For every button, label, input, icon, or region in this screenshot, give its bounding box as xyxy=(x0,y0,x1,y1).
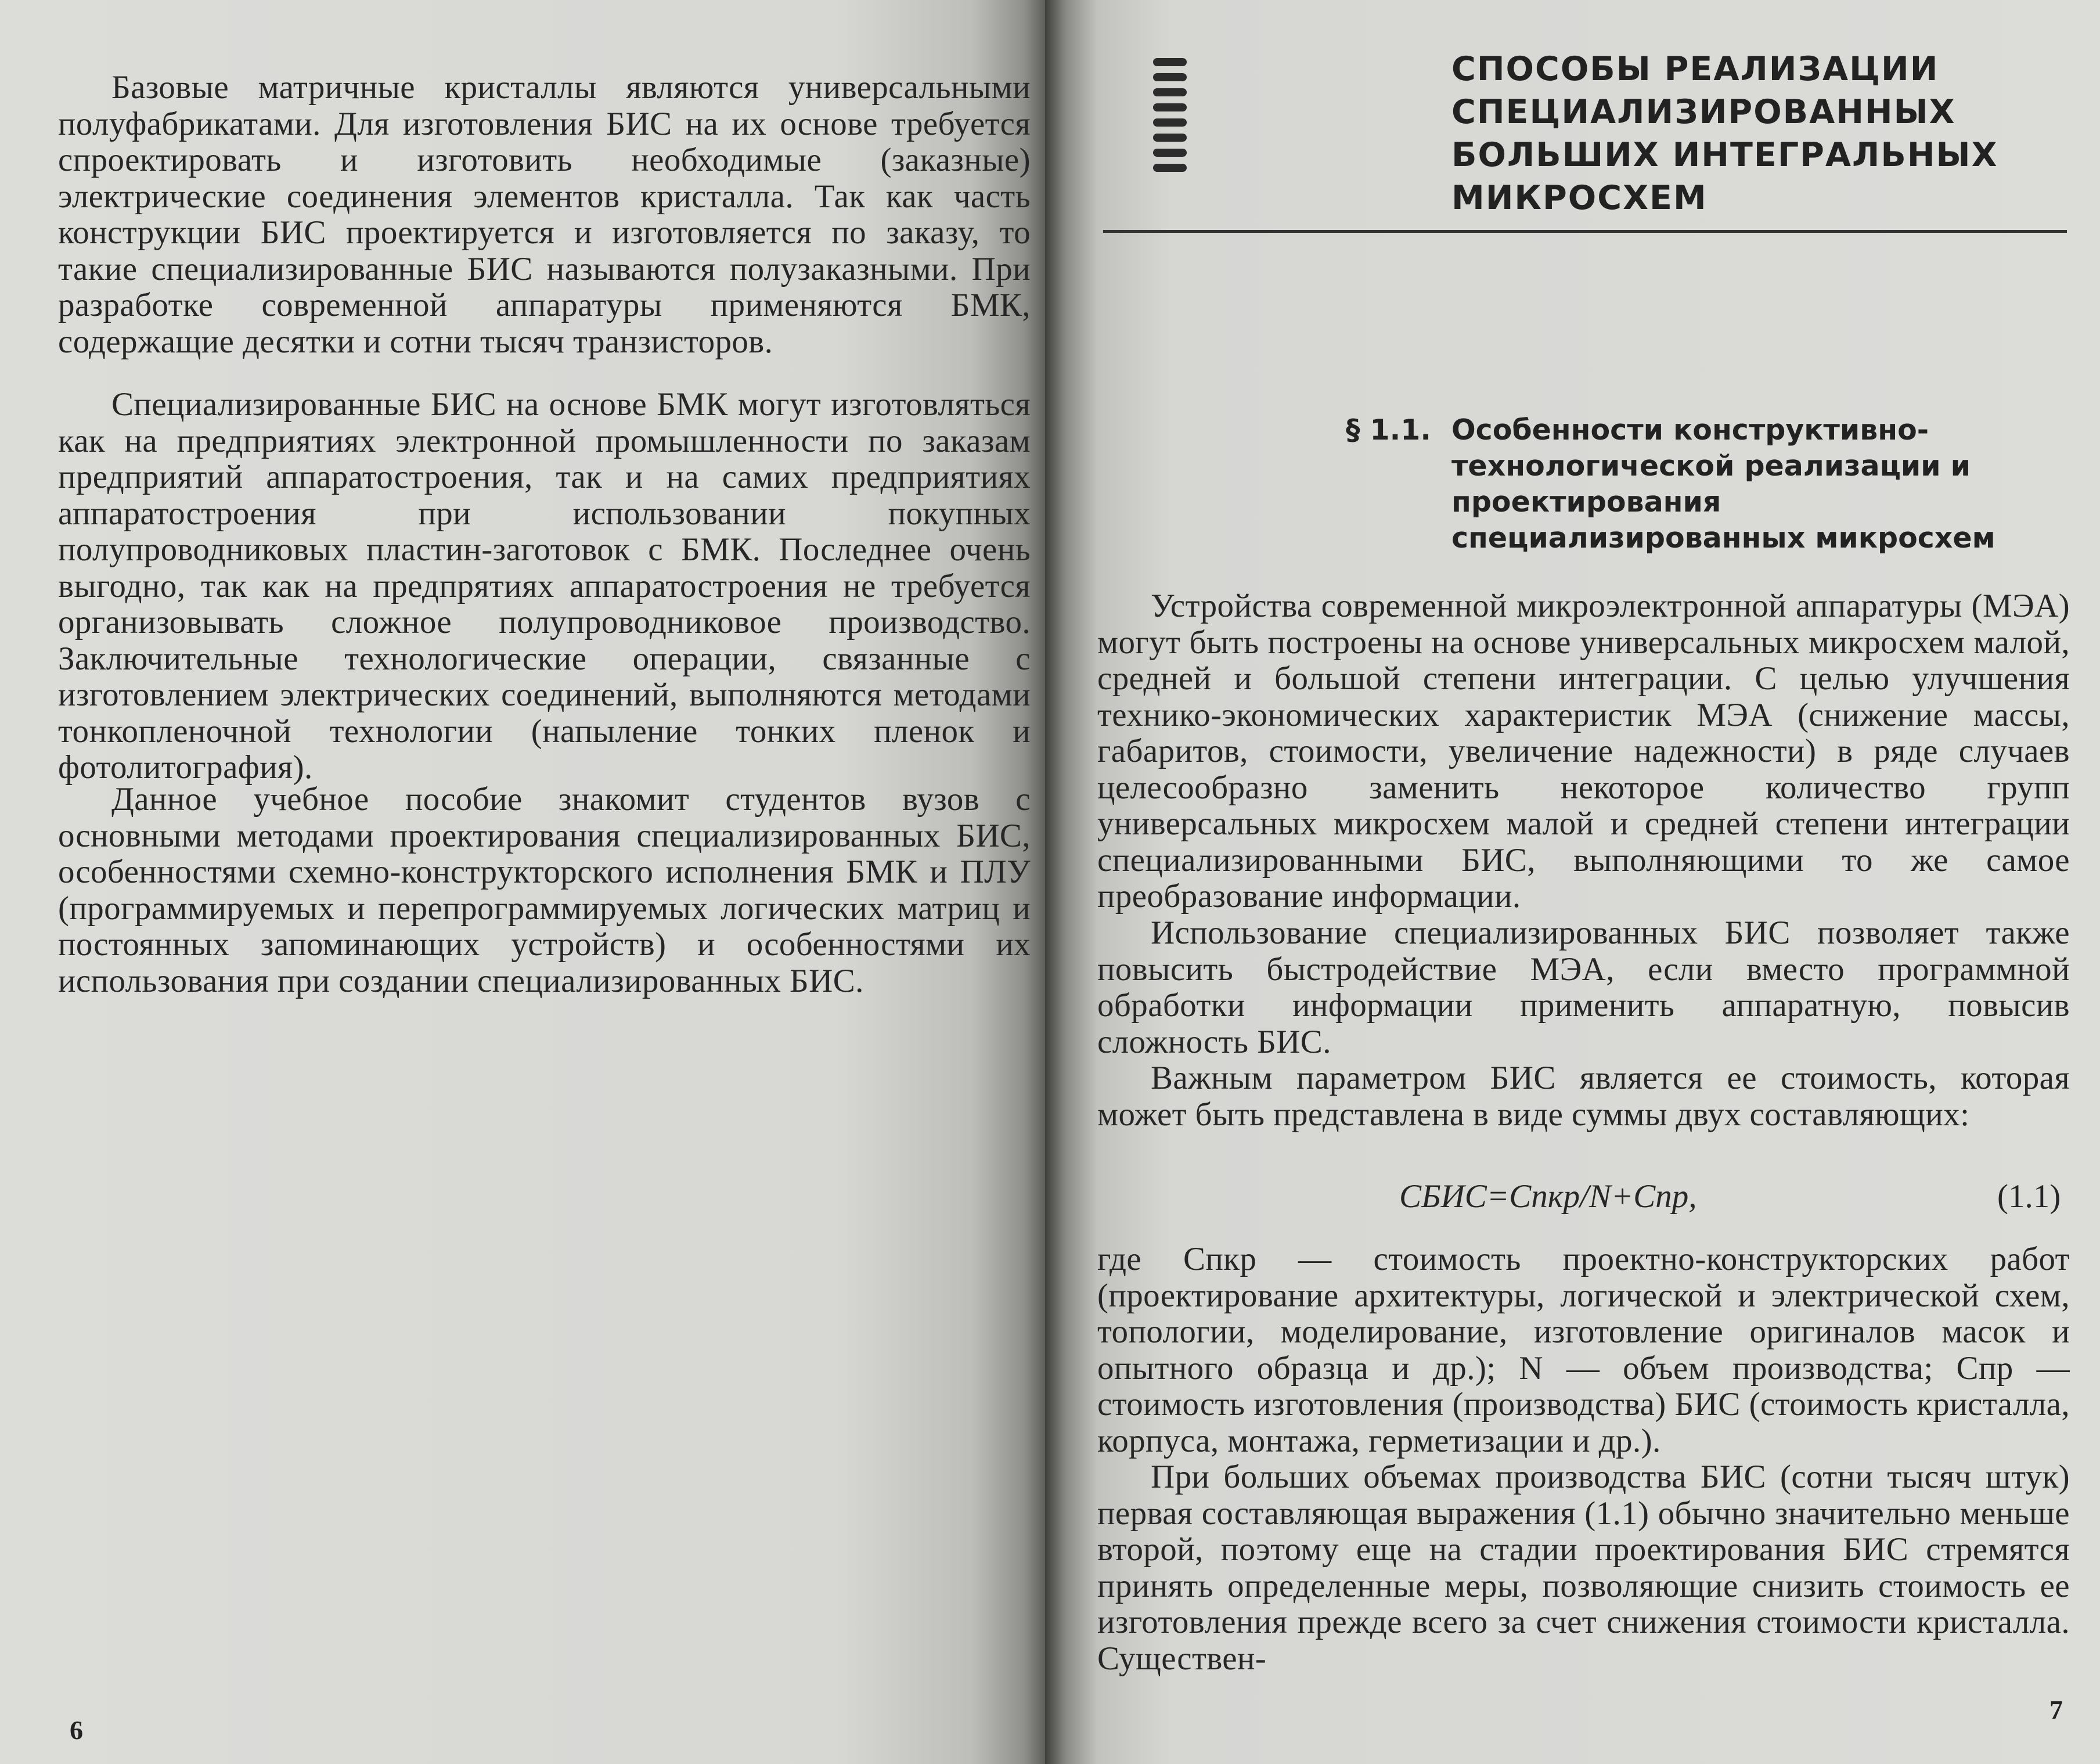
chapter-divider xyxy=(1103,230,2067,233)
section-title: Особенности конструктивно-технологической реализации и проектирования специализированных микросхем xyxy=(1451,413,1995,555)
right-page-number: 7 xyxy=(2049,1695,2063,1725)
right-paragraph-2: Использование специализированных БИС позволяет также повысить быстродействие МЭА, если вместо программной обработки информации применить аппаратную, повысив сложность БИС. xyxy=(1097,915,2070,1060)
formula-1-1: CБИС=Cпкр/N+Cпр, xyxy=(1399,1178,1697,1215)
formula-number: (1.1) xyxy=(1997,1178,2061,1215)
chapter-ornament-icon xyxy=(1153,58,1187,180)
left-page-number: 6 xyxy=(70,1715,83,1745)
left-paragraph-1: Базовые матричные кристаллы являются универсальными полуфабрикатами. Для изготовления БИС на их основе требуется спроектировать и изготовить необходимые (заказные) электрические соединения элементов кристалла. Так как часть конструкции БИС проектируется и изготовляется по заказу, то такие специализированные БИС называются полузаказными. При разработке современной аппаратуры применяются БМК, содержащие десятки и сотни тысяч транзисторов. xyxy=(58,69,1031,360)
left-paragraph-2: Специализированные БИС на основе БМК могут изготовляться как на предприятиях электронной промышленности по заказам предприятий аппаратостроения, так и на самих предприятиях аппаратостроения при использовании покупных полупроводниковых пластин-заготовок с БМК. Последнее очень выгодно, так как на предпрятиях аппаратостроения не требуется организовывать сложное полупроводниковое производство. Заключительные технологические операции, связанные с изготовлением электрических соединений, выполняются методами тонкопленочной технологии (напыление тонких пленок и фотолитография). xyxy=(58,386,1031,786)
right-paragraph-5: При больших объемах производства БИС (сотни тысяч штук) первая составляющая выражения (1.1) обычно значительно меньше второй, поэтому еще на стадии проектирования БИС стремятся принять определенные меры, позволяющие снизить стоимость ее изготовления прежде всего за счет снижения стоимости кристалла. Существен- xyxy=(1097,1459,2070,1677)
section-number: § 1.1. xyxy=(1346,413,1431,447)
chapter-title: СПОСОБЫ РЕАЛИЗАЦИИ СПЕЦИАЛИЗИРОВАННЫХ БОЛЬШИХ ИНТЕГРАЛЬНЫХ МИКРОСХЕМ xyxy=(1451,50,1998,217)
right-paragraph-3: Важным параметром БИС является ее стоимость, которая может быть представлена в виде суммы двух составляющих: xyxy=(1097,1060,2070,1133)
right-paragraph-4: где Cпкр — стоимость проектно-конструкторских работ (проектирование архитектуры, логической и электрической схем, топологии, моделирование, изготовление оригиналов масок и опытного образца и др.); N — объем производства; Cпр — стоимость изготовления (производства) БИС (стоимость кристалла, корпуса, монтажа, герметизации и др.). xyxy=(1097,1241,2070,1459)
left-paragraph-3: Данное учебное пособие знакомит студентов вузов с основными методами проектирования специализированных БИС, особенностями схемно-конструкторского исполнения БМК и ПЛУ (программируемых и перепрограммируемых логических матриц и постоянных запоминающих устройств) и особенностями их использования при создании специализированных БИС. xyxy=(58,781,1031,999)
right-paragraph-1: Устройства современной микроэлектронной аппаратуры (МЭА) могут быть построены на основе универсальных микросхем малой, средней и большой степени интеграции. С целью улучшения технико-экономических характеристик МЭА (снижение массы, габаритов, стоимости, увеличение надежности) в ряде случаев целесообразно заменить некоторое количество групп универсальных микросхем малой и средней степени интеграции специализированными БИС, выполняющими то же самое преобразование информации. xyxy=(1097,588,2070,915)
left-page xyxy=(0,0,1045,1764)
